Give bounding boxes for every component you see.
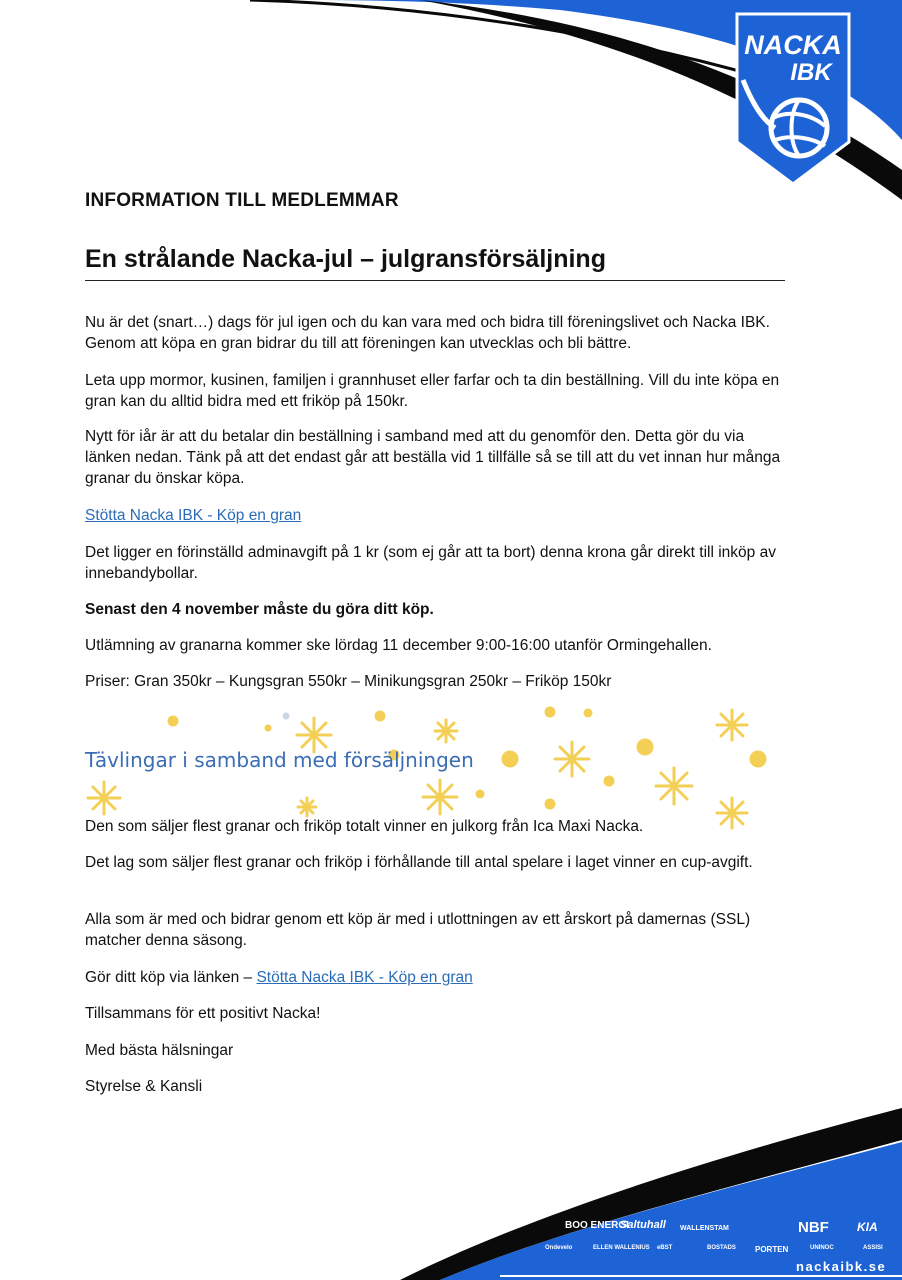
buy-link-paragraph	[85, 967, 785, 988]
sponsor-logo: BOSTADS	[707, 1245, 736, 1251]
order-link-paragraph	[85, 505, 785, 526]
sponsor-logo: NBF	[798, 1219, 829, 1236]
info-heading: INFORMATION TILL MEDLEMMAR	[85, 190, 399, 211]
competition-prize-3: Alla som är med och bidrar genom ett köp är med i utlottningen av ett årskort på damernas (SSL) matcher denna säsong.	[85, 911, 751, 949]
buy-tree-link[interactable]: Stötta Nacka IBK - Köp en gran	[85, 507, 302, 524]
payment-paragraph: Nytt för iår är att du betalar din beställning i samband med att du genomför den. Detta gör du via länken nedan. Tänk på att det endast går att beställa vid 1 tillfälle så se till att du vet innan hur många granar du önskar köpa.	[85, 428, 781, 487]
sponsor-logo: BOO ENERGI	[565, 1220, 629, 1231]
nacka-ibk-logo	[733, 10, 853, 188]
competition-prize-2: Det lag som säljer flest granar och friköp i förhållande till antal spelare i laget vinner en cup-avgift.	[85, 854, 753, 871]
signature: Styrelse & Kansli	[85, 1078, 203, 1095]
sponsor-logo: WALLENSTAM	[680, 1225, 729, 1232]
closing-line: Tillsammans för ett positivt Nacka!	[85, 1005, 321, 1022]
greeting: Med bästa hälsningar	[85, 1042, 234, 1059]
intro-paragraph: Nu är det (snart…) dags för jul igen och du kan vara med och bidra till föreningslivet och Nacka IBK. Genom att köpa en gran bidrar du till att föreningen kan utvecklas och bli bättre.	[85, 314, 770, 352]
competition-prize-1: Den som säljer flest granar och friköp totalt vinner en julkorg från Ica Maxi Nacka.	[85, 818, 644, 835]
pickup-paragraph: Utlämning av granarna kommer ske lördag 11 december 9:00-16:00 utanför Ormingehallen.	[85, 637, 712, 654]
sponsor-logo: PORTEN	[755, 1245, 789, 1254]
buy-tree-link-2[interactable]: Stötta Nacka IBK - Köp en gran	[256, 969, 473, 986]
deadline-text: Senast den 4 november måste du göra ditt köp.	[85, 601, 434, 618]
sponsor-logo: Ondevelo	[545, 1245, 573, 1251]
svg-text:IBK: IBK	[790, 59, 832, 86]
svg-text:NACKA: NACKA	[744, 30, 842, 60]
admin-fee-paragraph: Det ligger en förinställd adminavgift på 1 kr (som ej går att ta bort) denna krona går direkt till inköp av innebandybollar.	[85, 544, 776, 582]
page-title: En strålande Nacka-jul – julgransförsäljning	[85, 245, 785, 281]
competition-heading: Tävlingar i samband med försäljningen	[85, 748, 474, 772]
sponsor-logo: Saltuhall	[620, 1219, 666, 1231]
website-url[interactable]: nackaibk.se	[796, 1259, 887, 1274]
sponsor-logo: ASSISI	[863, 1245, 883, 1251]
sponsor-logos	[545, 1215, 895, 1260]
prices-paragraph: Priser: Gran 350kr – Kungsgran 550kr – Minikungsgran 250kr – Friköp 150kr	[85, 673, 612, 690]
sponsor-logo: eBST	[657, 1245, 673, 1251]
order-paragraph: Leta upp mormor, kusinen, familjen i grannhuset eller farfar och ta din beställning. Vill du inte köpa en gran kan du alltid bidra med ett friköp på 150kr.	[85, 372, 780, 410]
sponsor-logo: ELLEN WALLENIUS	[593, 1245, 650, 1251]
sponsor-logo: KIA	[857, 1220, 878, 1234]
buy-link-prefix: Gör ditt köp via länken –	[85, 969, 257, 986]
sponsor-logo: UNINOC	[810, 1245, 834, 1251]
